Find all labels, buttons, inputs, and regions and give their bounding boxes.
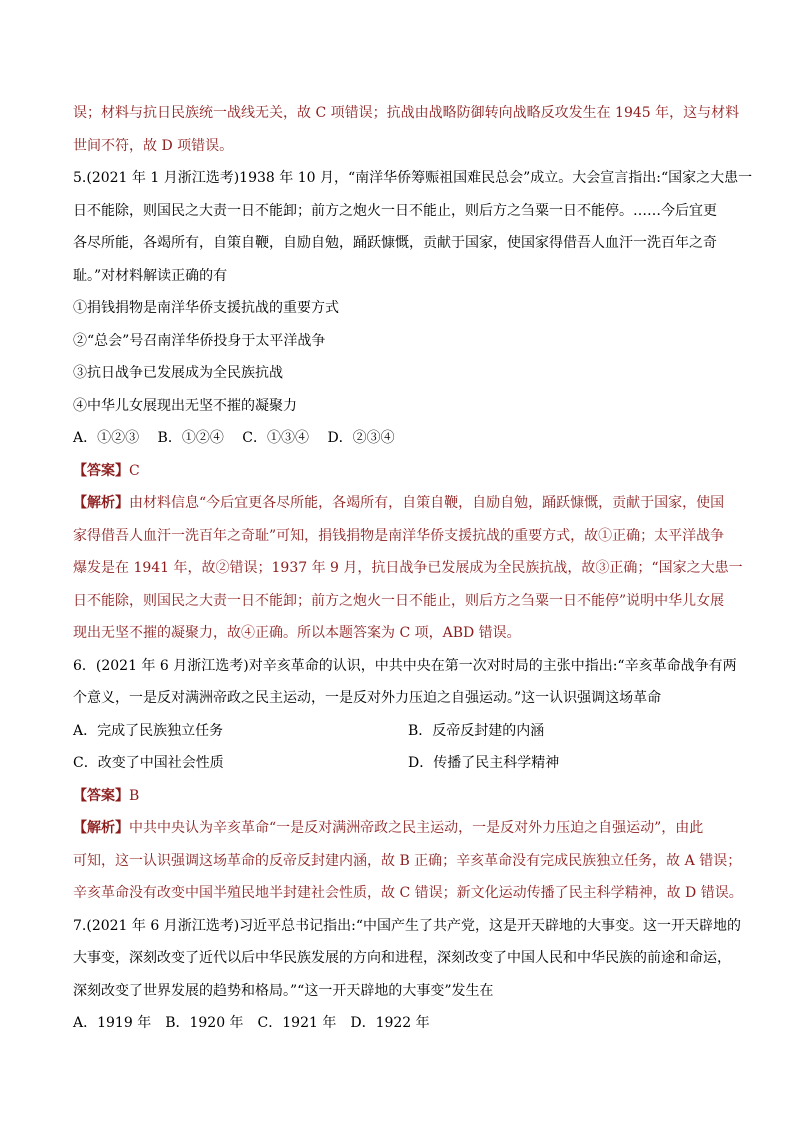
q7-stem-line: 深刻改变了世界发展的趋势和格局。”“这一开天辟地的大事变”发生在 — [73, 982, 494, 999]
answer-value: B — [129, 787, 140, 804]
prev-explanation-line: 世间不符，故 D 项错误。 — [73, 137, 234, 154]
q6-analysis-line: 可知，这一认识强调这场革命的反帝反封建内涵，故 B 正确；辛亥革命没有完成民族独立任务，故 A 错误； — [73, 852, 742, 869]
analysis-tag: 【解析】 — [73, 820, 129, 836]
analysis-text: 中共中央认为辛亥革命“一是反对满洲帝政之民主运动，一是反对外力压迫之自强运动”，由此 — [129, 820, 704, 836]
answer-value: C — [129, 462, 140, 479]
q7-stem-line: 7.(2021 年 6 月浙江选考)习近平总书记指出:“中国产生了共产党，这是开天辟地的大事变。这一开天辟地的 — [73, 917, 742, 934]
q5-item: ①捐钱捐物是南洋华侨支援抗战的重要方式 — [73, 300, 339, 316]
prev-explanation-line: 误；材料与抗日民族统一战线无关，故 C 项错误；抗战由战略防御转向战略反攻发生在 1945 年，这与材料 — [73, 105, 740, 121]
q5-analysis-line: 日不能除，则国民之大责一日不能卸；前方之炮火一日不能止，则后方之刍粟一日不能停”说明中华儿女展 — [73, 592, 725, 609]
q6-option: B．反帝反封建的内涵 — [408, 722, 545, 739]
answer-tag: 【答案】 — [73, 462, 129, 479]
answer-tag: 【答案】 — [73, 787, 129, 804]
q6-options-row — [73, 747, 723, 780]
document-content — [73, 97, 753, 1040]
q5-analysis-line: 家得借吾人血汗一洗百年之奇耻”可知，捐钱捐物是南洋华侨支援抗战的重要方式，故①正确；太平洋战争 — [73, 527, 725, 544]
q5-analysis-line: 爆发是在 1941 年，故②错误；1937 年 9 月，抗日战争已发展成为全民族抗战，故③正确；“国家之大患一 — [73, 560, 743, 576]
q6-answer — [73, 780, 723, 813]
q6-option: C．改变了中国社会性质 — [73, 755, 224, 771]
analysis-text: 由材料信息“今后宜更各尽所能，各竭所有，自策自鞭，自励自勉，踊跃慷慨，贡献于国家，使国 — [129, 495, 725, 511]
q6-stem-line: 6．(2021 年 6 月浙江选考)对辛亥革命的认识，中共中央在第一次对时局的主张中指出:“辛亥革命战争有两 — [73, 657, 737, 674]
q6-option: D．传播了民主科学精神 — [408, 755, 560, 771]
q5-stem-line: 日不能除，则国民之大责一日不能卸；前方之炮火一日不能止，则后方之刍粟一日不能停。……今后宜更 — [73, 202, 717, 219]
q5-item: ②“总会”号召南洋华侨投身于太平洋战争 — [73, 332, 326, 349]
q7-options: A．1919 年 B．1920 年 C．1921 年 D．1922 年 — [73, 1015, 430, 1031]
q6-options-row — [73, 715, 723, 748]
q5-analysis-line: 现出无坚不摧的凝聚力，故④正确。所以本题答案为 C 项，ABD 错误。 — [73, 625, 521, 641]
q5-item: ③抗日战争已发展成为全民族抗战 — [73, 365, 283, 381]
q7-stem-line: 大事变，深刻改变了近代以后中华民族发展的方向和进程，深刻改变了中国人民和中华民族的前途和命运， — [73, 950, 731, 966]
q6-stem-line: 个意义，一是反对满洲帝政之民主运动，一是反对外力压迫之自强运动。”这一认识强调这场革命 — [73, 690, 662, 706]
q5-stem-line: 各尽所能，各竭所有，自策自鞭，自励自勉，踊跃慷慨，贡献于国家，使国家得借吾人血汗一洗百年之奇 — [73, 235, 717, 251]
q5-stem-line: 5.(2021 年 1 月浙江选考)1938 年 10 月，“南洋华侨筹赈祖国难民总会”成立。大会宣言指出:“国家之大患一 — [73, 170, 753, 186]
q5-stem-line: 耻。”对材料解读正确的有 — [73, 267, 228, 284]
q6-analysis-line: 辛亥革命没有改变中国半殖民地半封建社会性质，故 C 错误；新文化运动传播了民主科学精神，故 D 错误。 — [73, 885, 743, 901]
q6-option: A．完成了民族独立任务 — [73, 722, 224, 739]
q5-analysis-line — [73, 487, 723, 520]
q5-answer — [73, 455, 723, 488]
q5-options: A．①②③ B．①②④ C．①③④ D．②③④ — [73, 430, 395, 446]
analysis-tag: 【解析】 — [73, 495, 129, 511]
q5-item: ④中华儿女展现出无坚不摧的凝聚力 — [73, 397, 297, 414]
q6-analysis-line — [73, 812, 723, 845]
